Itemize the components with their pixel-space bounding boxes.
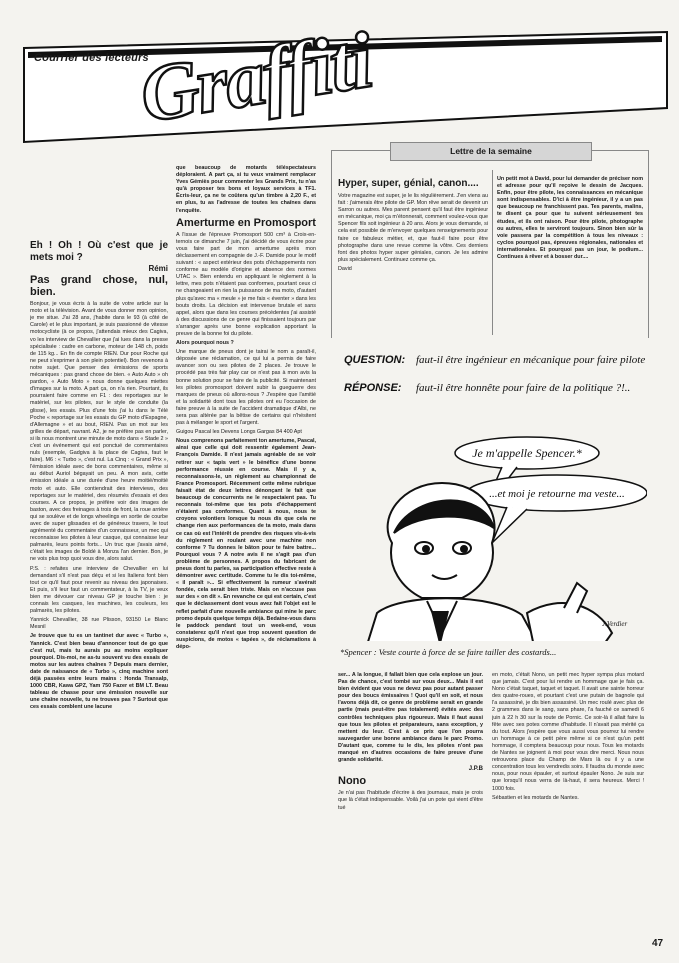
letter-3-heading: Nono: [338, 775, 367, 788]
letter-of-week-reply: Un petit mot à David, pour lui demander de préciser nom et adresse pour qu'il reçoive le dessin de Jacques. Enfin, pour être pilote, les connaissances en mécanique sont indispensables. D'ici à être ingénieur, il y a un pas que beaucoup ne franchissent pas. Tes parents, malins, te disent ça pour que tu suivent sérieusement tes études, et ils ont raison. Pour être pilote, photographe ou autres, elles te serviront toujours. Sinon bien sûr la voie passera par la compétition à tous les niveaux : cyclos pourquoi pas, épreuves régionales, nationales et internationales. Et pourquoi pas un jour, le podium... Continues à rêver et à bosser dur....: [497, 176, 643, 261]
letter-1-heading: Pas grand chose, nul, bien.: [30, 274, 168, 299]
cartoon-answer: faut-il être honnête pour faire de la politique ?!..: [416, 382, 631, 394]
letter-of-week-left: [338, 176, 488, 336]
intro-signature: Rémi: [148, 264, 168, 273]
letter-3-body-continued: en moto, c'était Nono, un petit mec hyper sympa plus motard que jamais. C'est pour lui rendre un hommage que je fais ça. Nono c'était taquet, taquet et taquet. Il avait une sainte horreur des quatre-roues, et pourtant c'est une putain de bagnole qui l'a assassiné, je dis bien assassiné. Un mec roulé avec plus de 2 grammes dans le sang, sans phare, l'a fauché ce samedi 6 juin à 22 h 30 sur la route de Pornic. Ce soir-là il allait faire la fête avec ses potes comme d'habitude. Il n'avait pas mérité ça du tout. Alors j'espère que vous aussi vous pourrez lui rendre un hommage à ce petit père même si ce n'est qu'un petit hommage, il comptera beaucoup pour nous. Tous les motards de Nantes se joignent à moi pour vous dire merci. Nous nous retrouvons place du Champ de Mars là ou il y a une concentration tous les vendredis soirs. Il faudra du monde avec nous, pour nous épauler, et surtout épauler Nono. Je suis sur que lorsqu'il nous verra de là-haut, il sera heureux. Merci ! 1000 fois.: [492, 672, 644, 792]
letter-3-author: Sébastien et les motards de Nantes.: [492, 794, 579, 801]
letter-1-reply: Je trouve que tu es un tantinet dur avec « Turbo », Yannick. C'est bien beau d'annoncer tout de go que c'est nul, mais tu aurais pu au moins expliquer pourquoi. Dis-moi, ne as-tu souvent vu des essais de motos sur les autres chaînes ? Depuis mars dernier, date de naissance de « Turbo », cinq machine sont déjà passées entre leurs mains : Honda Transalp, 1000 CBR, Kawa GPZ, Yam 750 Fazer et BM LT. Beau tableau de chasse pour une émission nouvelle sur une chaîne nouvelle, tu ne trouves pas ? Surtout que ces essais comblent une lacune: [30, 633, 168, 711]
cartoon-answer-label: RÉPONSE:: [344, 382, 402, 394]
cartoon: [332, 343, 647, 661]
letter-1-author: Yannick Chevallier, 38 rue Plisson, 93150 Le Blanc Mesnil: [30, 617, 168, 631]
bubble-2-text: ...et moi je retourne ma veste...: [489, 488, 625, 500]
cartoon-question-label: QUESTION:: [344, 354, 406, 366]
letter-2-heading: Amerturme en Promosport: [176, 216, 316, 229]
graffiti-title: Graffiti: [134, 16, 377, 140]
letter-of-week-title: Lettre de la semaine: [390, 142, 592, 161]
box-divider: [492, 170, 493, 335]
letter-of-week-right: [497, 176, 643, 336]
reply-2-signature: J.P.B: [468, 766, 483, 773]
page-number: 47: [652, 938, 664, 949]
column-4-bottom: [492, 672, 644, 932]
letter-1-body: Bonjour, je vous écris à la suite de votre article sur la moto et la télévision. Avant de vous donner mon opinion, je me situe. J'ai 28 ans, j'habite dans le 93 (à côté de Carole) et le plus important, je suis passionné de vitesse motocycliste (à ce propos, j'attendais mieux des Cagiva, vo les interview de Chevallier que j'ai lues dans la presse spécialisée : cadre en carbone, moteur de 148 ch, poids de 115 kg... En fin de compte RIEN. Dur pour Roche qui ne peut s'exprimer à son plein potentiel). Bon revenons à notre sujet. Que penser des émissions de sports mécaniques : pas grand chose de bien. « Auto Auto » oh pardon, « Auto Moto » nous donne quelques miettes d'images sur la moto. A part ça, on n'a rien. Pourtant, ils pourraient faire comme en F1 : des reportages sur le matériel, sur les pilotes, sur le style de conduite (la glisse), les essais. Plus d'une fois j'ai lu dans le Télé Poche « reportage sur les essais du GP moto d'Espagne, d'Allemagne » et au bout, RIEN. Pas un mot sur les grilles de départ, navrant. A2, je ne préfère pas en parler, si ils nous montrent une minute de moto dans « Stade 2 » c'est un événement qui est ponctué de commentaires nuls (exemple, Gadgiva à la place de Cagiva, faut le faire). M6 : « Turbo », c'est nul. La Cinq : « Grand Prix », l'émission idéale avec de bons commentaires, même si au début Auriol bégayait un peu. A mon avis, cette émission idéale a une durée d'une heure moitié/moitié moto et auto. Elle contiendrait des interviews, des reportages sur le matériel, des résumés d'essais et des courses. A ce propos, je préfère voir des images de baston, avec des freinages à trois de front, la roue arrière qui se soulève et de longs wheelings en sortie de courbe avec de super glissades et de généreux travers, le tout agrémenté du commentaire d'un connaisseur, un mec qui reconnaisse les pilotes à leur casque, qui connaisse leur palmarès, leurs points forts... Un truc que j'avais aimé, c'était les images de Boldé à Monza l'an dernier. Bon, je ne vois plus trop quoi vous dire, alors salut.: [30, 301, 168, 563]
cartoon-question: faut-il être ingénieur en mécanique pour faire pilote ?!..: [416, 354, 647, 366]
column-2: [176, 165, 316, 925]
artist-signature: J.Verdier: [602, 620, 628, 628]
reply-2-continued: ser... A la longue, il fallait bien que cela explose un jour. Pas de chance, c'est tombé sur vous deux... Mais il est bien évident que vous ne devez pas pour autant passer pour des boucs émissaires ! Quoi qu'il en soit, et nous l'avons déjà dit, ce genre de problème serait en grande partie (mais peut-être pas totalement) évités avec des contrôles techniques plus rigoureux. Mais il faut aussi que tous les pilotes et préparateurs, sans exception, y mettent du leur. C'est à ce prix que l'on pourra sauvegarder une bonne ambiance dans le parc Promo. D'autant que, comme tu le dis, les pilotes n'ont pas manqué en d'autres occasions de faire preuve d'une grande solidarité.: [338, 672, 483, 764]
bubble-1-text: Je m'appelle Spencer.*: [472, 446, 582, 460]
letter-2-author: Guigou Pascal les Devens Longs Gargas 84 400 Apt: [176, 429, 302, 436]
letter-2-reply: Nous comprenons parfaitement ton amertume, Pascal, ainsi que celle qui doit ressentir également Jean-François Damide. Il n'est jamais agréable de se voir retirer sur « tapis vert » le bénéfice d'une bonne performance réussie en course. Mais il y a, reconnaissons-le, un règlement au championnat de France Promosport. Récemment cette même rubrique faisait état de deux lettres dénonçant le fait que beaucoup de concurrents ne le respectaient pas. Tu reconnais toi-même que tes pots d'échappement n'étaient pas conformes. Quant à nous, nous te croyons volontiers lorsque tu nous dis que cela ne change rien aux performances de ta moto, mais dans ce cas où est l'intérêt de prendre des risques vis-à-vis du règlement en roulant avec une machine non conforme ? Tu donnes le bâton pour te faire battre... Pourquoi vous ? A notre avis il ne s'agit pas d'un problème de personnes. A propos du fabricant de pneus dont tu parles, sa participation effective reste à démontrer avec certitude. Comme tu le dis toi-même, « il paraît »... Si effectivement la rumeur s'avérait fondée, cela serait bien triste. Mais on n'accuse pas sur des « on dit ». En revanche ce qui est certain, c'est que le déclassement dont vous avez fait l'objet est le reflet parfait d'une nouvelle ambiance qui mine le parc promo depuis quelque temps déjà. Bedaine-vous dans le paddock pendant tout un week-end, vous constaterez qu'il n'est que trop souvent question de suspicions, de motos « tapées », de réclamations à dépo-: [176, 438, 316, 650]
letter-of-week-heading: Hyper, super, génial, canon....: [338, 178, 479, 189]
intro-heading: Eh ! Oh ! Où c'est que je mets moi ?: [30, 240, 168, 263]
cartoon-footnote: *Spencer : Veste courte à force de se faire tailler des costards...: [340, 647, 557, 657]
reply-1-continued: que beaucoup de motards téléspectateurs déploraient. A part ça, si tu veux vraiment remplacer Yves Gémiès pour commenter les Grands Prix, tu n'as qu'à proposer tes bons et loyaux services à TF1. Écris-leur, ça ne te coûtera qu'un timbre à 2,20 F., et en plus, tu as l'adresse de toutes les chaînes dans l'enquête.: [176, 165, 316, 214]
letter-2-body: A l'issue de l'épreuve Promosport 500 cm³ à Croix-en-ternois ce dimanche 7 juin, j'ai décidé de vous écrire pour vous faire part de mon amertume après mon déclassement en compagnie de J.-F. Damide pour le motif suivant : « aspect extérieur des pots d'échappements non conforme au modèle d'origine et absence des normes UTAC ». Bien entendu en appliquant le règlement à la lettre, mes pots n'étaient pas conformes, pourtant ceux ci ne changeaient en rien la puissance de ma moto, d'autant plus qu'avec ma « meule » je me fais « éventer » dans les bouts droits. La décision est intervenue brutale et sans appel, alors que dans les courses précédentes j'ai assisté à des discussions de ce genre qui finissaient toujours par s'arranger après une bonne explication apportant la preuve de la bonne foi du pilote.: [176, 231, 316, 337]
box-border-right: [648, 150, 649, 338]
letter-3-body: Je n'ai pas l'habitude d'écrire à des journaux, mais je crois que là c'était indispensable. Voilà j'ai un pote qui vient d'être tué: [338, 790, 483, 811]
column-1: [30, 240, 168, 930]
letter-of-week-body: Votre magazine est super, je le lis régulièrement. J'en viens au fait : j'aimerais être pilote de GP. Mon rêve serait de devenir un Sarron ou autres. Mes parent pensent qu'il faut être ingénieur en mécanique, moi ça m'étonnerait, comment voulez-vous que Spencer fils soit ingénieur à 20 ans. Alors je vous demande, si cela est possible de m'envoyer quelques renseignements pour faire ce fabuleux métier, et, que faut-il faire pour être photographe dans une revue comme la vôtre. Ces derniers font des photos hyper super géniales, canon. Je les admire plus spécialement. Continuez comme ça.: [338, 193, 488, 263]
letter-1-ps: P.S. : refaites une interview de Chevallier en lui demandant s'il n'est pas déçu et si les Italiens font bien tout ce qu'il faut pour revenir au niveau des japonaises. Et puis, s'il leur faut un commentateur, à la TV, je veux bien me dévouer car niveau GP je touche bien : je connais les casques, les machines, les couleurs, les palmarès, les pilotes.: [30, 565, 168, 615]
letter-of-week-author: David: [338, 265, 352, 272]
section-label: Courrier des lecteurs: [34, 52, 149, 64]
letter-2-body-2: Une marque de pneus dont je tairai le nom a paraît-il, déposée une réclamation, ce qui lui a permis de faire avancer son ou ses pilotes de 2 places. Je trouve le procédé pas très fair play car ce n'est pas à mon avis la bonne solution pour se faire de la publicité. Si maintenant les pilotes promosport doivent subir la gueguerre des marques de pneus où allons-nous ? J'espère que l'amitié et la solidarité dont tous les pilotes ont eu l'occasion de faire preuve à la suite de l'accident dramatique d'Albi, ne sera pas altérée par la bêtise de certains qui n'hésitent pas à mélanger le sport et l'argent.: [176, 349, 316, 427]
letter-2-question: Alors pourquoi nous ?: [176, 340, 234, 347]
cartoon-illustration: [332, 343, 647, 661]
box-border-left: [331, 150, 332, 338]
column-3-bottom: [338, 672, 483, 932]
